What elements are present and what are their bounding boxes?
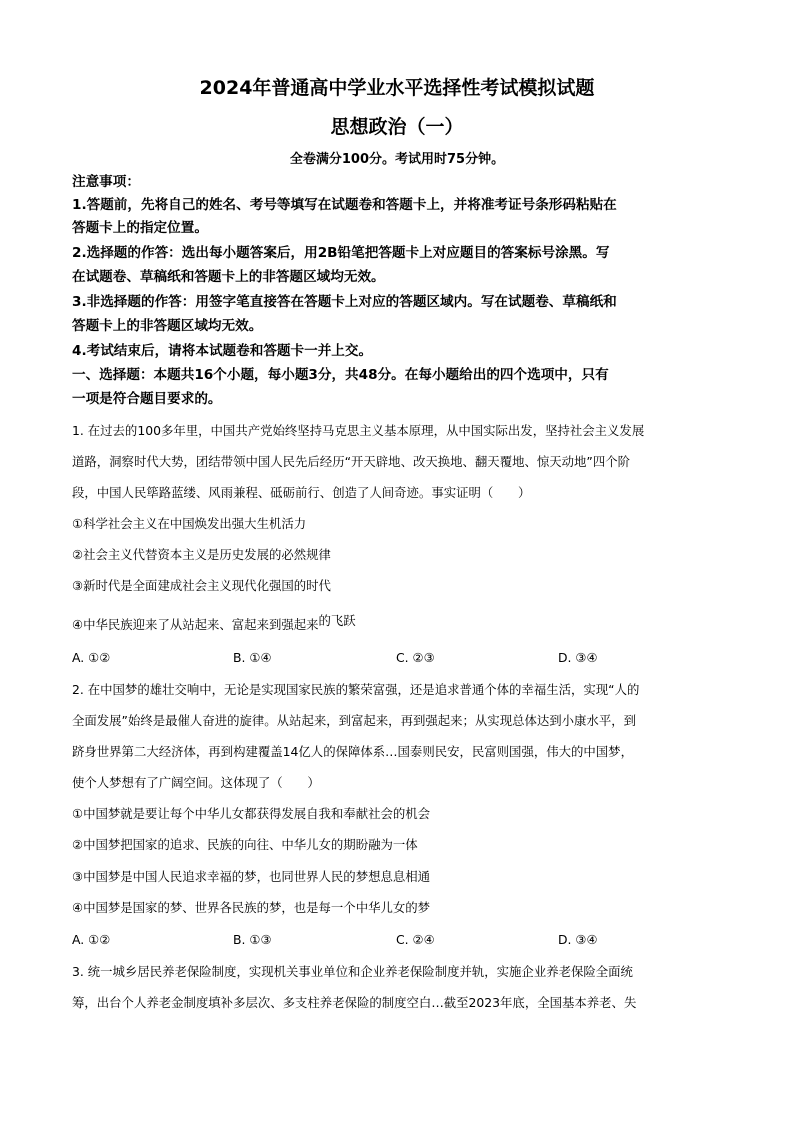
q1-option-c: C. ②③ xyxy=(396,650,435,665)
q2-statement-4: ④中国梦是国家的梦、世界各民族的梦，也是每一个中华儿女的梦 xyxy=(72,900,431,915)
q2-statement-3: ③中国梦是中国人民追求幸福的梦，也同世界人民的梦想息息相通 xyxy=(72,869,431,884)
q1-statement-4-main: ④中华民族迎来了从站起来、富起来到强起来 xyxy=(72,617,319,632)
q3-stem-line-1: 3. 统一城乡居民养老保险制度，实现机关事业单位和企业养老保险制度并轨，实施企业养老保险全面统 xyxy=(72,964,633,979)
note-2-line-1: 2.选择题的作答：选出每小题答案后，用2B铅笔把答题卡上对应题目的答案标号涂黑。写 xyxy=(72,245,610,261)
q2-option-c: C. ②④ xyxy=(396,932,435,947)
q1-statement-4 xyxy=(72,613,356,632)
q1-option-d: D. ③④ xyxy=(558,650,598,665)
q2-option-a: A. ①② xyxy=(72,932,111,947)
q1-stem-line-2: 道路，洞察时代大势，团结带领中国人民先后经历“开天辟地、改天换地、翻天覆地、惊天动地”四个阶 xyxy=(72,454,631,469)
note-3-line-1: 3.非选择题的作答：用签字笔直接答在答题卡上对应的答题区域内。写在试题卷、草稿纸和 xyxy=(72,294,617,310)
q2-statement-1: ①中国梦就是要让每个中华儿女都获得发展自我和奉献社会的机会 xyxy=(72,806,431,821)
section-1-heading-line-2: 一项是符合题目要求的。 xyxy=(72,391,222,407)
q1-stem-line-1: 1. 在过去的100多年里，中国共产党始终坚持马克思主义基本原理，从中国实际出发，坚持社会主义发展 xyxy=(72,423,645,438)
note-1-line-1: 1.答题前，先将自己的姓名、考号等填写在试题卷和答题卡上，并将准考证号条形码粘贴在 xyxy=(72,197,617,213)
section-1-heading-line-1: 一、选择题：本题共16个小题，每小题3分，共48分。在每小题给出的四个选项中，只有 xyxy=(72,367,609,383)
notes-heading: 注意事项： xyxy=(72,174,140,190)
q2-stem-line-1: 2. 在中国梦的雄壮交响中，无论是实现国家民族的繁荣富强，还是追求普通个体的幸福生活，实现“人的 xyxy=(72,682,640,697)
q1-statement-3: ③新时代是全面建成社会主义现代化强国的时代 xyxy=(72,578,331,593)
q2-option-b: B. ①③ xyxy=(233,932,272,947)
q2-stem-line-2: 全面发展”始终是最催人奋进的旋律。从站起来，到富起来，再到强起来；从实现总体达到小康水平，到 xyxy=(72,713,636,728)
subject-title: 思想政治（一） xyxy=(330,116,464,138)
q1-statement-4-tail: 的飞跃 xyxy=(318,613,356,628)
score-note: 全卷满分100分。考试用时75分钟。 xyxy=(289,152,505,167)
q1-statement-2: ②社会主义代替资本主义是历史发展的必然规律 xyxy=(72,547,331,562)
q3-stem-line-2: 筹，出台个人养老金制度填补多层次、多支柱养老保险的制度空白…截至2023年底，全国基本养老、失 xyxy=(72,995,637,1010)
q1-statement-1: ①科学社会主义在中国焕发出强大生机活力 xyxy=(72,516,307,531)
note-2-line-2: 在试题卷、草稿纸和答题卡上的非答题区域均无效。 xyxy=(72,269,385,285)
q2-stem-line-4: 使个人梦想有了广阔空间。这体现了（ ） xyxy=(72,775,320,790)
q1-option-a: A. ①② xyxy=(72,650,111,665)
q2-statement-2: ②中国梦把国家的追求、民族的向往、中华儿女的期盼融为一体 xyxy=(72,837,418,852)
note-4: 4.考试结束后，请将本试题卷和答题卡一并上交。 xyxy=(72,343,373,359)
q2-option-d: D. ③④ xyxy=(558,932,598,947)
q2-stem-line-3: 跻身世界第二大经济体，再到构建覆盖14亿人的保障体系…国泰则民安，民富则国强，伟大的中国梦， xyxy=(72,744,633,759)
q1-stem-line-3: 段，中国人民筚路蓝缕、风雨兼程、砥砺前行、创造了人间奇迹。事实证明（ ） xyxy=(72,485,531,500)
exam-title: 2024年普通高中学业水平选择性考试模拟试题 xyxy=(199,77,595,99)
note-3-line-2: 答题卡上的非答题区域均无效。 xyxy=(72,318,263,334)
note-1-line-2: 答题卡上的指定位置。 xyxy=(72,220,208,236)
q1-option-b: B. ①④ xyxy=(233,650,272,665)
